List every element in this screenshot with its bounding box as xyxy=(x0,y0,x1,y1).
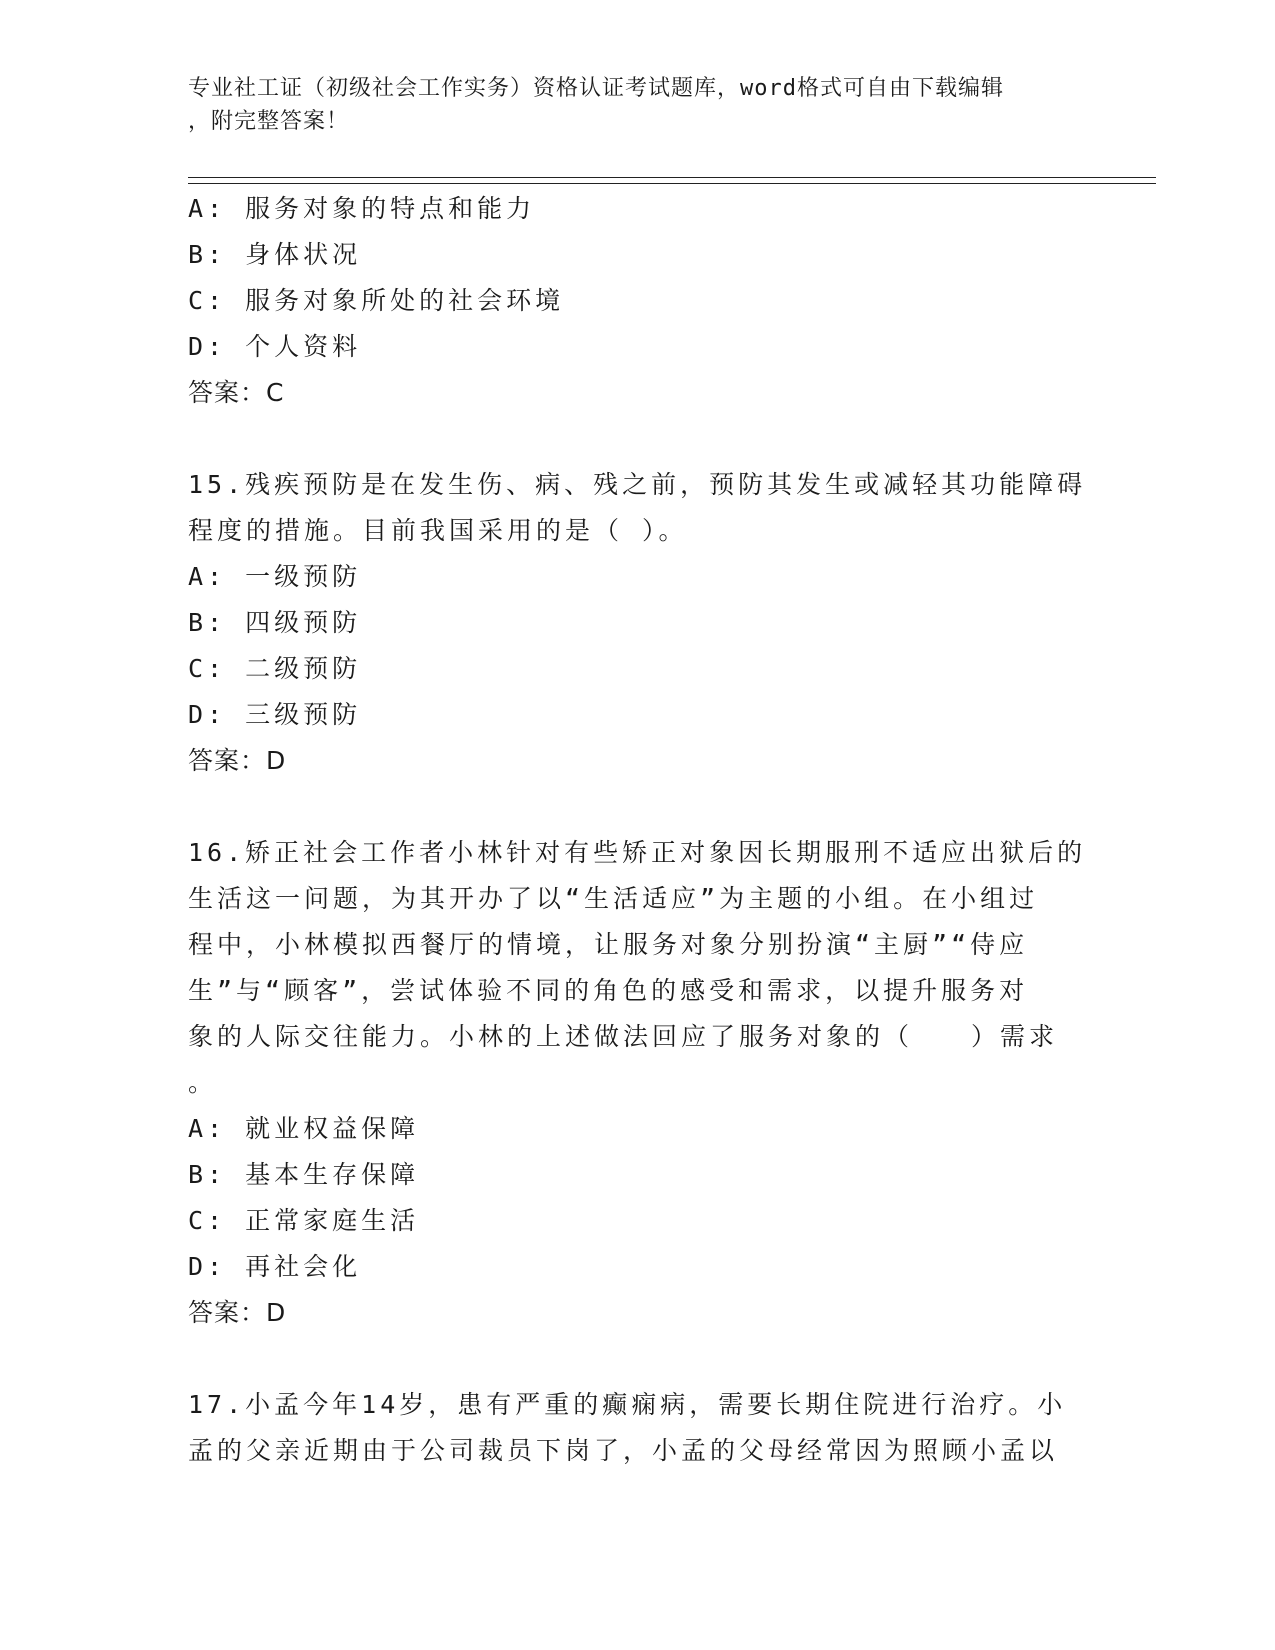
question-text-line: 象的人际交往能力。小林的上述做法回应了服务对象的（ ）需求 xyxy=(188,1022,1059,1051)
question-14-block xyxy=(188,186,1088,416)
header-title-line-2: ，附完整答案！ xyxy=(188,109,350,134)
question-text-line: 生活这一问题，为其开办了以“生活适应”为主题的小组。在小组过 xyxy=(188,884,1039,913)
question-text-line: 孟的父亲近期由于公司裁员下岗了，小孟的父母经常因为照顾小孟以 xyxy=(188,1436,1059,1465)
header-title-line-1: 专业社工证（初级社会工作实务）资格认证考试题库，word格式可自由下载编辑 xyxy=(188,76,1004,101)
spacer xyxy=(188,416,1088,462)
question-text-line: 。 xyxy=(188,1068,218,1097)
option-c: C: 服务对象所处的社会环境 xyxy=(188,286,565,315)
question-content xyxy=(188,186,1088,1474)
option-d: D: 个人资料 xyxy=(188,332,362,361)
question-text-line: 程中，小林模拟西餐厅的情境，让服务对象分别扮演“主厨”“侍应 xyxy=(188,930,1029,959)
question-text-line: 程度的措施。目前我国采用的是（ ）。 xyxy=(188,516,688,545)
question-text-line: 生”与“顾客”，尝试体验不同的角色的感受和需求，以提升服务对 xyxy=(188,976,1029,1005)
spacer xyxy=(188,1336,1088,1382)
header-rule-top xyxy=(188,177,1156,178)
question-text-line: 17.小孟今年14岁，患有严重的癫痫病，需要长期住院进行治疗。小 xyxy=(188,1390,1067,1419)
answer-line: 答案：C xyxy=(188,378,285,407)
option-c: C: 正常家庭生活 xyxy=(188,1206,420,1235)
document-header xyxy=(188,72,1088,138)
answer-line: 答案：D xyxy=(188,746,287,775)
option-b: B: 身体状况 xyxy=(188,240,362,269)
option-d: D: 三级预防 xyxy=(188,700,362,729)
header-rule-bottom xyxy=(188,183,1156,184)
option-b: B: 基本生存保障 xyxy=(188,1160,420,1189)
question-15-block xyxy=(188,462,1088,784)
question-text-line: 15.残疾预防是在发生伤、病、残之前，预防其发生或减轻其功能障碍 xyxy=(188,470,1087,499)
option-a: A: 服务对象的特点和能力 xyxy=(188,194,536,223)
question-text-line: 16.矫正社会工作者小林针对有些矫正对象因长期服刑不适应出狱后的 xyxy=(188,838,1087,867)
option-b: B: 四级预防 xyxy=(188,608,362,637)
option-a: A: 一级预防 xyxy=(188,562,362,591)
question-16-block xyxy=(188,830,1088,1336)
answer-line: 答案：D xyxy=(188,1298,287,1327)
option-a: A: 就业权益保障 xyxy=(188,1114,420,1143)
question-17-block xyxy=(188,1382,1088,1474)
spacer xyxy=(188,784,1088,830)
option-d: D: 再社会化 xyxy=(188,1252,362,1281)
option-c: C: 二级预防 xyxy=(188,654,362,683)
